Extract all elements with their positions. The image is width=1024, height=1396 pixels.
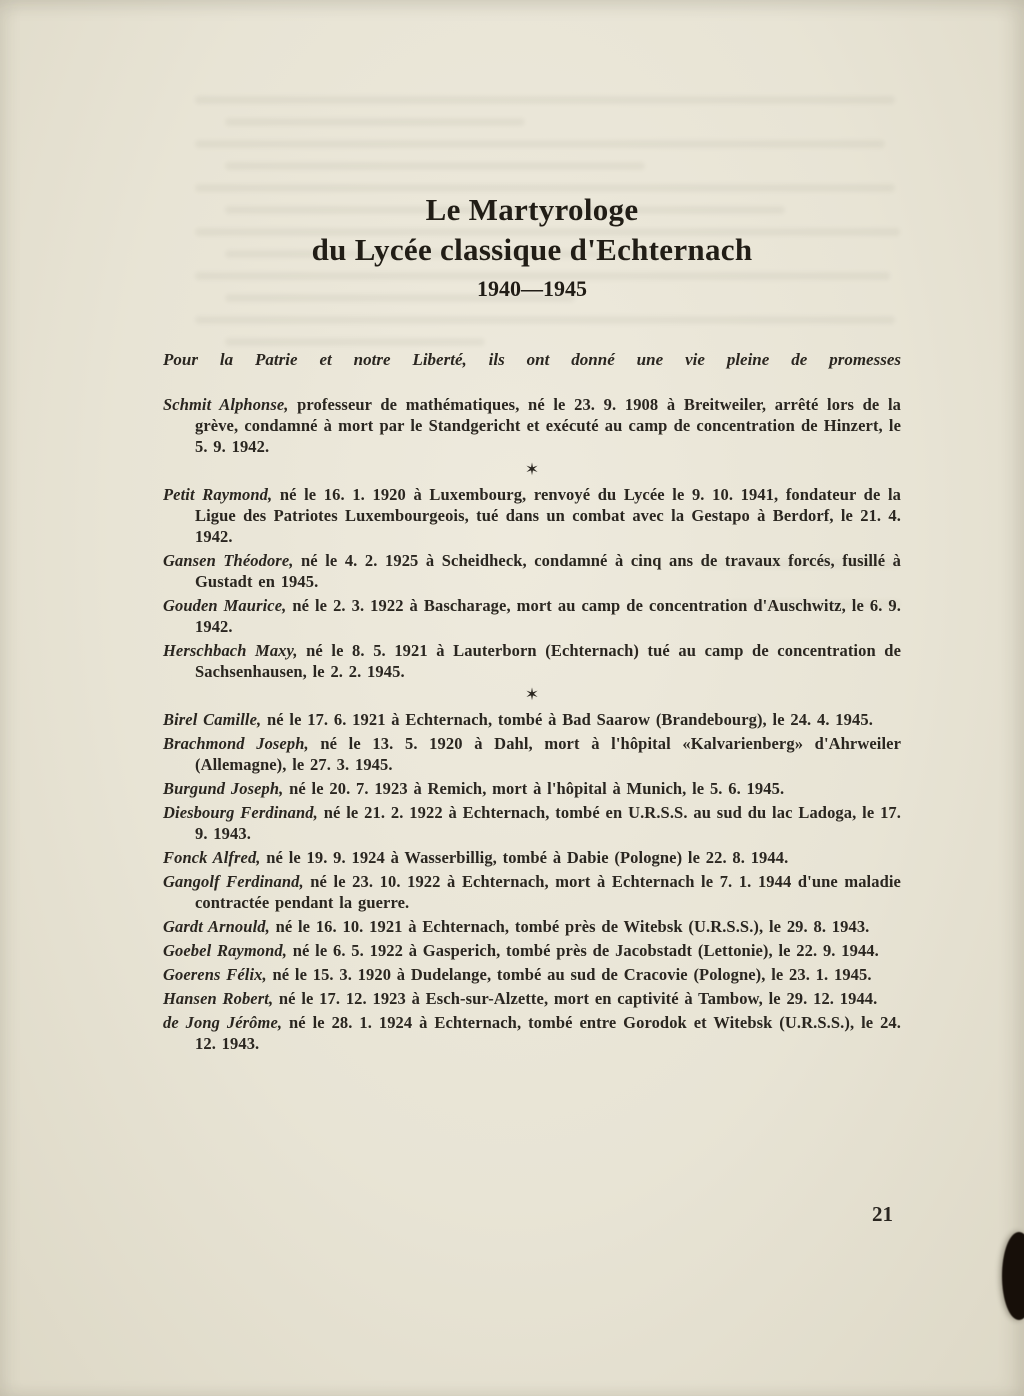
martyr-details: né le 8. 5. 1921 à Lauterborn (Echternach) tué au camp de concentration de Sachsenhausen, le 2. 2. 1945. [195, 641, 902, 681]
martyr-name: Goerens Félix, [163, 965, 267, 984]
martyr-name: Burgund Joseph, [163, 779, 284, 798]
ghost-line [195, 140, 885, 148]
martyr-entry [163, 940, 901, 961]
martyr-details: né le 17. 12. 1923 à Esch-sur-Alzette, mort en captivité à Tambow, le 29. 12. 1944. [278, 989, 878, 1008]
page-title-line-1: Le Martyrologe [425, 192, 639, 227]
section-separator-star: ✶ [524, 460, 540, 479]
martyr-entry [163, 733, 901, 775]
martyr-details: né le 20. 7. 1923 à Remich, mort à l'hôpital à Munich, le 5. 6. 1945. [289, 779, 785, 798]
martyr-entry [163, 988, 901, 1009]
martyr-details: né le 13. 5. 1920 à Dahl, mort à l'hôpital «Kalvarienberg» d'Ahrweiler (Allemagne), le 27. 3. 1945. [195, 734, 902, 774]
martyr-details: né le 4. 2. 1925 à Scheidheck, condamné à cinq ans de travaux forcés, fusillé à Gustadt en 1945. [195, 551, 901, 591]
martyr-entry [163, 709, 901, 730]
martyr-entry [163, 871, 901, 913]
ghost-line [225, 162, 645, 170]
martyr-list [163, 394, 901, 1054]
title-years: 1940—1945 [477, 276, 587, 301]
martyr-entry [163, 847, 901, 868]
martyr-name: Gansen Théodore, [163, 551, 294, 570]
martyr-details: né le 21. 2. 1922 à Echternach, tombé en U.R.S.S. au sud du lac Ladoga, le 17. 9. 1943. [195, 803, 902, 843]
martyr-entry [163, 778, 901, 799]
martyr-name: Schmit Alphonse, [163, 395, 289, 414]
scan-artifact [1002, 1232, 1024, 1320]
martyr-name: Goebel Raymond, [163, 941, 287, 960]
martyr-details: né le 17. 6. 1921 à Echternach, tombé à Bad Saarow (Brandebourg), le 24. 4. 1945. [266, 710, 873, 729]
martyr-name: Gangolf Ferdinand, [163, 872, 304, 891]
martyr-name: Diesbourg Ferdinand, [163, 803, 318, 822]
martyr-name: Herschbach Maxy, [163, 641, 298, 660]
martyr-name: Petit Raymond, [163, 485, 273, 504]
martyr-name: Hansen Robert, [163, 989, 274, 1008]
martyr-name: Fonck Alfred, [163, 848, 261, 867]
ghost-line [225, 118, 525, 126]
martyr-details: né le 23. 10. 1922 à Echternach, mort à Echternach le 7. 1. 1944 d'une maladie contractée pendant la guerre. [195, 872, 901, 912]
martyr-entry [163, 595, 901, 637]
martyr-details: né le 19. 9. 1924 à Wasserbillig, tombé à Dabie (Pologne) le 22. 8. 1944. [266, 848, 789, 867]
martyr-name: Brachmond Joseph, [163, 734, 309, 753]
martyr-details: né le 16. 10. 1921 à Echternach, tombé près de Witebsk (U.R.S.S.), le 29. 8. 1943. [275, 917, 870, 936]
martyr-details: né le 28. 1. 1924 à Echternach, tombé entre Gorodok et Witebsk (U.R.S.S.), le 24. 12. 1943. [195, 1013, 901, 1053]
martyr-name: Gardt Arnould, [163, 917, 270, 936]
martyr-details: né le 15. 3. 1920 à Dudelange, tombé au sud de Cracovie (Pologne), le 23. 1. 1945. [272, 965, 872, 984]
section-separator-star: ✶ [524, 685, 540, 704]
epigraph: Pour la Patrie et notre Liberté, ils ont donné une vie pleine de promesses [163, 350, 901, 369]
martyr-name: Gouden Maurice, [163, 596, 287, 615]
page-title-line-2: du Lycée classique d'Echternach [311, 232, 753, 267]
martyr-entry [163, 916, 901, 937]
martyr-name: Birel Camille, [163, 710, 262, 729]
martyr-entry [163, 394, 901, 457]
martyr-entry [163, 640, 901, 682]
martyr-entry [163, 802, 901, 844]
ghost-line [195, 96, 895, 104]
martyr-name: de Jong Jérôme, [163, 1013, 283, 1032]
text-block [163, 190, 901, 1057]
martyr-entry [163, 484, 901, 547]
martyr-details: né le 16. 1. 1920 à Luxembourg, renvoyé du Lycée le 9. 10. 1941, fondateur de la Ligue des Patriotes Luxembourgeois, tué dans un combat avec la Gestapo à Berdorf, le 21. 4. 1942. [195, 485, 901, 546]
martyr-entry [163, 964, 901, 985]
page-number: 21 [872, 1202, 893, 1226]
martyr-entry [163, 1012, 901, 1054]
martyr-entry [163, 550, 901, 592]
martyr-details: né le 6. 5. 1922 à Gasperich, tombé près de Jacobstadt (Lettonie), le 22. 9. 1944. [292, 941, 879, 960]
martyr-details: professeur de mathématiques, né le 23. 9. 1908 à Breitweiler, arrêté lors de la grève, condamné à mort par le Standgericht et exécuté au camp de concentration de Hinzert, le 5. 9. 1942. [195, 395, 901, 456]
martyr-details: né le 2. 3. 1922 à Bascharage, mort au camp de concentration d'Auschwitz, le 6. 9. 1942. [195, 596, 902, 636]
